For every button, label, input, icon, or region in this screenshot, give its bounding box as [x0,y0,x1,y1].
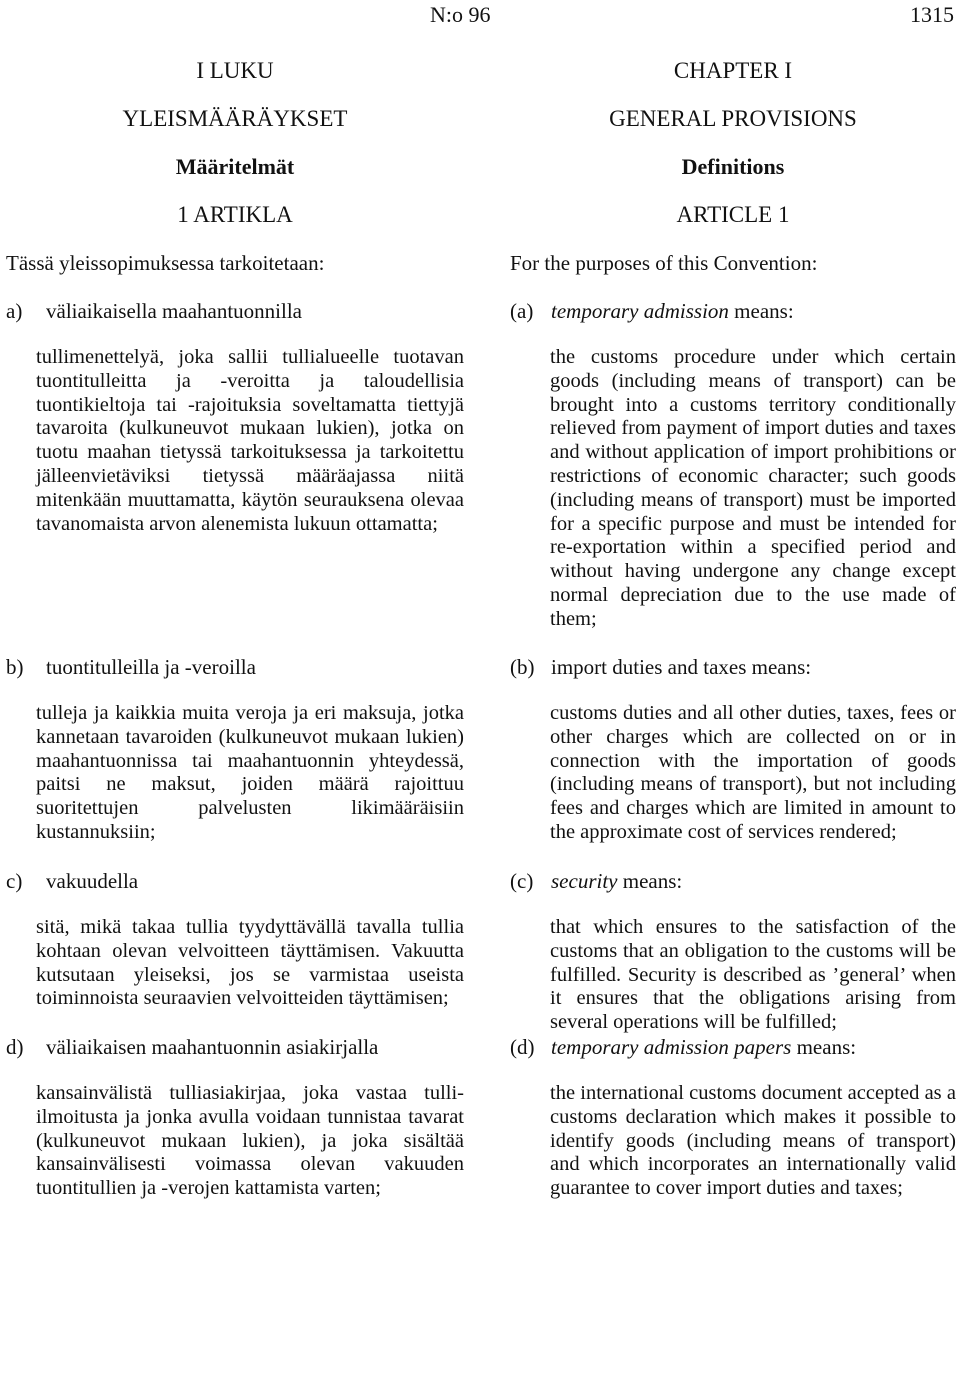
term-text: vakuudella [46,869,139,893]
term-suffix: means: [746,655,812,679]
definition-label: (b) [510,655,535,679]
definition-term [6,868,464,894]
term-text: temporary admission [551,299,729,323]
chapter-title: I LUKU [196,58,274,83]
finnish-column [6,58,464,1204]
definition-b [6,654,464,868]
page-number-label: N:o 96 [430,2,491,27]
term-suffix: means: [617,869,683,893]
definition-label: (d) [510,1035,535,1059]
term-text: väliaikaisella maahantuonnilla [46,299,302,323]
definition-c [510,868,956,1034]
intro-text: Tässä yleissopimuksessa tarkoitetaan: [6,251,325,275]
definition-term [6,1034,464,1060]
definition-term [510,1034,956,1060]
english-column [510,58,956,1204]
definition-text: sitä, mikä takaa tullia tyydyttävällä tavalla tullia kohtaan olevan velvoitteen täyttämisen. Vakuutta kutsutaan yleiseksi, jos se varmistaa useista toiminnoista seuraavien velvoitteiden täyttämisen; [36,916,464,1010]
definition-text: tulleja ja kaikkia muita veroja ja eri maksuja, jotka kannetaan tavaroiden (kulkuneuvot mukaan lukien) maahantuonnissa tai maahantuonnin yhteydessä, paitsi ne maksut, joiden määrä rajoittuu suoritettujen palvelusten likimääräisiin kustannuksiin; [36,702,464,843]
chapter-title: CHAPTER I [673,58,793,83]
definition-b [510,654,956,868]
term-suffix: means: [791,1035,857,1059]
term-text: security [551,869,618,893]
definition-text: that which ensures to the satisfaction of the customs that an obligation to the customs will be fulfilled. Security is described as ’general’ when it ensures that the obligations arising from several operations will be fulfilled; [550,916,956,1034]
definition-label: (a) [510,299,534,323]
definition-term [510,298,956,324]
section-title: YLEISMÄÄRÄYKSET [122,106,348,131]
definition-label: a) [6,299,23,323]
definition-term [6,298,464,324]
term-text: tuontitulleilla ja -veroilla [46,655,256,679]
definitions-heading: Määritelmät [175,154,295,179]
definition-d [510,1034,956,1204]
definition-text: customs duties and all other duties, taxes, fees or other charges which are collected on or in connection with the importation of goods (including means of transport), but not including fees and charges which are limited in amount to the approximate cost of services rendered; [550,702,956,843]
definition-a [6,298,464,654]
article-title: 1 ARTIKLA [177,202,293,227]
definition-label: c) [6,869,23,893]
definitions-heading: Definitions [681,154,785,179]
definition-label: (c) [510,869,534,893]
definition-d [6,1034,464,1204]
intro-text: For the purposes of this Convention: [510,251,818,275]
definition-term [6,654,464,680]
definition-text: the international customs document accepted as a customs declaration which makes it possible to identify goods (including means of transport) and which incorporates an internationally valid guarantee to cover import duties and taxes; [550,1082,956,1200]
definition-a [510,298,956,654]
definition-label: d) [6,1035,24,1059]
section-title: GENERAL PROVISIONS [609,106,857,131]
page-number: 1315 [910,2,954,27]
term-suffix: means: [728,299,794,323]
definition-label: b) [6,655,24,679]
article-title: ARTICLE 1 [676,202,790,227]
definition-term [510,868,956,894]
definition-text: the customs procedure under which certain goods (including means of transport) can be brought into a customs territory conditionally relieved from payment of import duties and taxes and without application of import prohibitions or restrictions of economic character; such goods (including means of transport) must be imported for a specific purpose and must be intended for re-exportation within a specified period and without having undergone any change except normal depreciation due to the use made of them; [550,346,956,630]
term-text: import duties and taxes [551,655,747,679]
term-text: väliaikaisen maahantuonnin asiakirjalla [46,1035,379,1059]
definition-c [6,868,464,1034]
definition-term [510,654,956,680]
definition-text: tullimenettelyä, joka sallii tullialueelle tuotavan tuontitulleitta ja -veroitta ja taloudellisia tuontikieltoja tai -rajoituksia soveltamatta tiettyjä tavaroita (kulkuneuvot mukaan lukien), jotka on tuotu maahan tietyssä tarkoituksessa ja tarkoitettu jälleenvietäviksi tietyssä määräajassa niitä mitenkään muuttamatta, käytön seurauksena olevaa tavanomaista arvon alenemista lukuun ottamatta; [36,346,464,535]
definition-text: kansainvälistä tulliasiakirjaa, joka vastaa tulli-ilmoitusta ja jonka avulla voidaan tunnistaa tavarat (kulkuneuvot mukaan lukien), ja joka sisältää kansainvälisesti voimassa olevan vakuuden tuontitullien ja -verojen kattamista varten; [36,1082,464,1200]
term-text: temporary admission papers [551,1035,792,1059]
